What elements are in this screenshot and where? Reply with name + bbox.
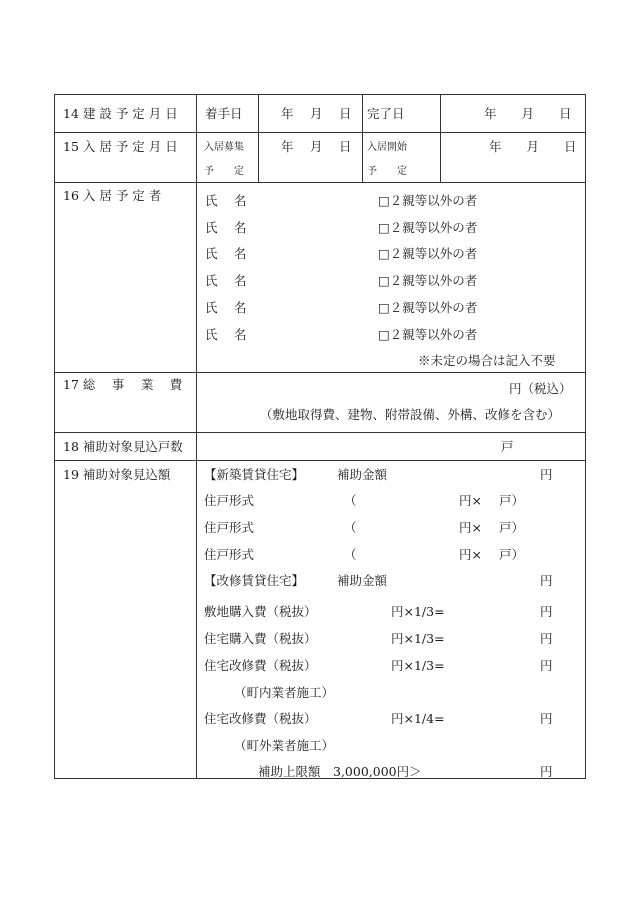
column-divider (362, 94, 363, 183)
renovation-local-unit: 円 (540, 658, 553, 673)
unit-type-open-paren: （ (344, 493, 357, 508)
column-divider (440, 94, 441, 183)
house-purchase-unit: 円 (540, 631, 553, 646)
row-14-label: 14 建 設 予 定 月 日 (63, 106, 178, 121)
row-divider (54, 132, 586, 133)
occupant-name-label: 氏 名 (205, 273, 247, 288)
row-divider (54, 460, 586, 461)
unit-type-open-paren: （ (344, 520, 357, 535)
unit-type-count: 戸） (499, 520, 525, 535)
row-15-label: 15 入 居 予 定 月 日 (63, 139, 178, 154)
occupant-note: ※未定の場合は記入不要 (418, 353, 556, 368)
recruit-label-line2: 予 定 (204, 166, 244, 177)
row-17-label: 17 総 事 業 費 (63, 377, 183, 392)
occupant-relative-checkbox[interactable]: □２親等以外の者 (378, 300, 478, 315)
row-16-label: 16 入 居 予 定 者 (63, 188, 162, 203)
row-divider (54, 432, 586, 433)
occupant-name-label: 氏 名 (205, 327, 247, 342)
renovation-outside-label: 住宅改修費（税抜） (204, 711, 317, 726)
row-divider (54, 182, 586, 183)
recruit-label-line1: 入居募集 (204, 142, 244, 153)
unit-type-label: 住戸形式 (204, 520, 255, 535)
renovation-outside-calc: 円×1/4= (391, 711, 445, 726)
move-in-label-line1: 入居開始 (367, 142, 407, 153)
unit-type-label: 住戸形式 (204, 493, 255, 508)
house-purchase-label: 住宅購入費（税抜） (204, 631, 317, 646)
unit-type-yen-times: 円× (459, 520, 482, 535)
occupant-relative-checkbox[interactable]: □２親等以外の者 (378, 220, 478, 235)
renovation-amount-unit: 円 (540, 573, 553, 588)
row-19-label: 19 補助対象見込額 (63, 467, 171, 482)
occupant-relative-checkbox[interactable]: □２親等以外の者 (378, 273, 478, 288)
occupant-name-label: 氏 名 (205, 300, 247, 315)
occupant-relative-checkbox[interactable]: □２親等以外の者 (378, 327, 478, 342)
total-cost-unit: 円（税込） (509, 381, 572, 396)
occupant-relative-checkbox[interactable]: □２親等以外の者 (378, 193, 478, 208)
unit-type-count: 戸） (499, 547, 525, 562)
row-divider (54, 372, 586, 373)
construction-start-label: 着手日 (205, 106, 243, 121)
label-column-divider (196, 94, 197, 779)
household-count-unit: 戸 (501, 439, 514, 454)
occupant-name-label: 氏 名 (205, 193, 247, 208)
new-build-amount-label: 補助金額 (337, 467, 388, 482)
occupant-name-label: 氏 名 (205, 246, 247, 261)
unit-type-label: 住戸形式 (204, 547, 255, 562)
unit-type-yen-times: 円× (459, 547, 482, 562)
construction-end-label: 完了日 (367, 106, 405, 121)
table-border-top (54, 94, 586, 95)
renovation-local-note: （町内業者施工） (234, 685, 335, 700)
renovation-outside-unit: 円 (540, 711, 553, 726)
renovation-heading: 【改修賃貸住宅】 (204, 573, 305, 588)
house-purchase-calc: 円×1/3= (391, 631, 445, 646)
table-border-left (54, 94, 55, 779)
unit-type-count: 戸） (499, 493, 525, 508)
move-in-date-field[interactable]: 年 月 日 (489, 139, 577, 154)
construction-start-date-field[interactable]: 年 月 日 (281, 106, 352, 121)
total-cost-note: （敷地取得費、建物、附帯設備、外構、改修を含む） (260, 407, 561, 422)
occupant-relative-checkbox[interactable]: □２親等以外の者 (378, 246, 478, 261)
column-divider (258, 94, 259, 183)
site-purchase-label: 敷地購入費（税抜） (204, 604, 317, 619)
new-build-heading: 【新築賃貸住宅】 (204, 467, 305, 482)
construction-end-date-field[interactable]: 年 月 日 (484, 106, 572, 121)
subsidy-cap-unit: 円 (540, 764, 553, 779)
occupant-name-label: 氏 名 (205, 220, 247, 235)
unit-type-yen-times: 円× (459, 493, 482, 508)
renovation-outside-note: （町外業者施工） (234, 738, 335, 753)
table-border-right (585, 94, 586, 779)
unit-type-open-paren: （ (344, 547, 357, 562)
site-purchase-unit: 円 (540, 604, 553, 619)
new-build-amount-unit: 円 (540, 467, 553, 482)
site-purchase-calc: 円×1/3= (391, 604, 445, 619)
move-in-label-line2: 予 定 (367, 166, 407, 177)
recruit-date-field[interactable]: 年 月 日 (281, 139, 352, 154)
renovation-amount-label: 補助金額 (337, 573, 388, 588)
subsidy-cap-label: 補助上限額 3,000,000円＞ (258, 764, 422, 779)
renovation-local-calc: 円×1/3= (391, 658, 445, 673)
row-18-label: 18 補助対象見込戸数 (63, 439, 183, 454)
renovation-local-label: 住宅改修費（税抜） (204, 658, 317, 673)
